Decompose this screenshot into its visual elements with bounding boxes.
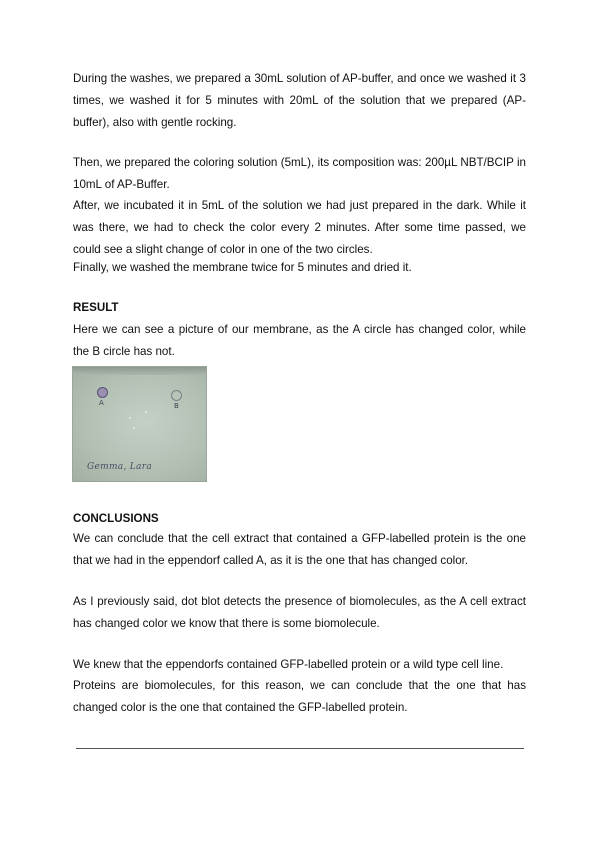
dot-circle-a xyxy=(97,387,108,398)
membrane-photo xyxy=(72,366,207,482)
membrane-speck xyxy=(133,427,135,429)
circle-b-label: B xyxy=(174,402,179,410)
circle-a-label: A xyxy=(99,399,104,407)
conclusions-paragraph-1: We can conclude that the cell extract that contained a GFP-labelled protein is the one that we had in the eppendorf called A, as it is the one that has changed color. xyxy=(73,532,526,567)
conclusions-paragraph-2: As I previously said, dot blot detects the presence of biomolecules, as the A cell extract has changed color we know that there is some biomolecule. xyxy=(73,595,526,630)
paragraph-final-wash: Finally, we washed the membrane twice for 5 minutes and dried it. xyxy=(73,261,412,274)
paragraph-washes: During the washes, we prepared a 30mL solution of AP-buffer, and once we washed it 3 times, we washed it for 5 minutes with 20mL of the solution that we prepared (AP-buffer), also with gentle rocking. xyxy=(73,72,526,129)
result-text: Here we can see a picture of our membrane, as the A circle has changed color, while the B circle has not. xyxy=(73,323,526,358)
conclusions-paragraph-3: We knew that the eppendorfs contained GFP-labelled protein or a wild type cell line. xyxy=(73,658,504,671)
membrane-speck xyxy=(145,411,147,413)
paragraph-incubation: After, we incubated it in 5mL of the solution we had just prepared in the dark. While it was there, we had to check the color every 2 minutes. After some time passed, we could see a slight change of color in one of the two circles. xyxy=(73,199,526,256)
result-heading: RESULT xyxy=(73,301,119,314)
handwritten-signature: Gemma, Lara xyxy=(87,462,152,472)
footer-divider xyxy=(76,748,524,749)
dot-circle-b xyxy=(171,390,182,401)
conclusions-paragraph-4: Proteins are biomolecules, for this reason, we can conclude that the one that has changed color is the one that contained the GFP-labelled protein. xyxy=(73,679,526,714)
conclusions-heading: CONCLUSIONS xyxy=(73,512,159,525)
paragraph-coloring-solution: Then, we prepared the coloring solution (5mL), its composition was: 200µL NBT/BCIP in 10mL of AP-Buffer. xyxy=(73,156,526,191)
membrane-speck xyxy=(129,417,131,419)
